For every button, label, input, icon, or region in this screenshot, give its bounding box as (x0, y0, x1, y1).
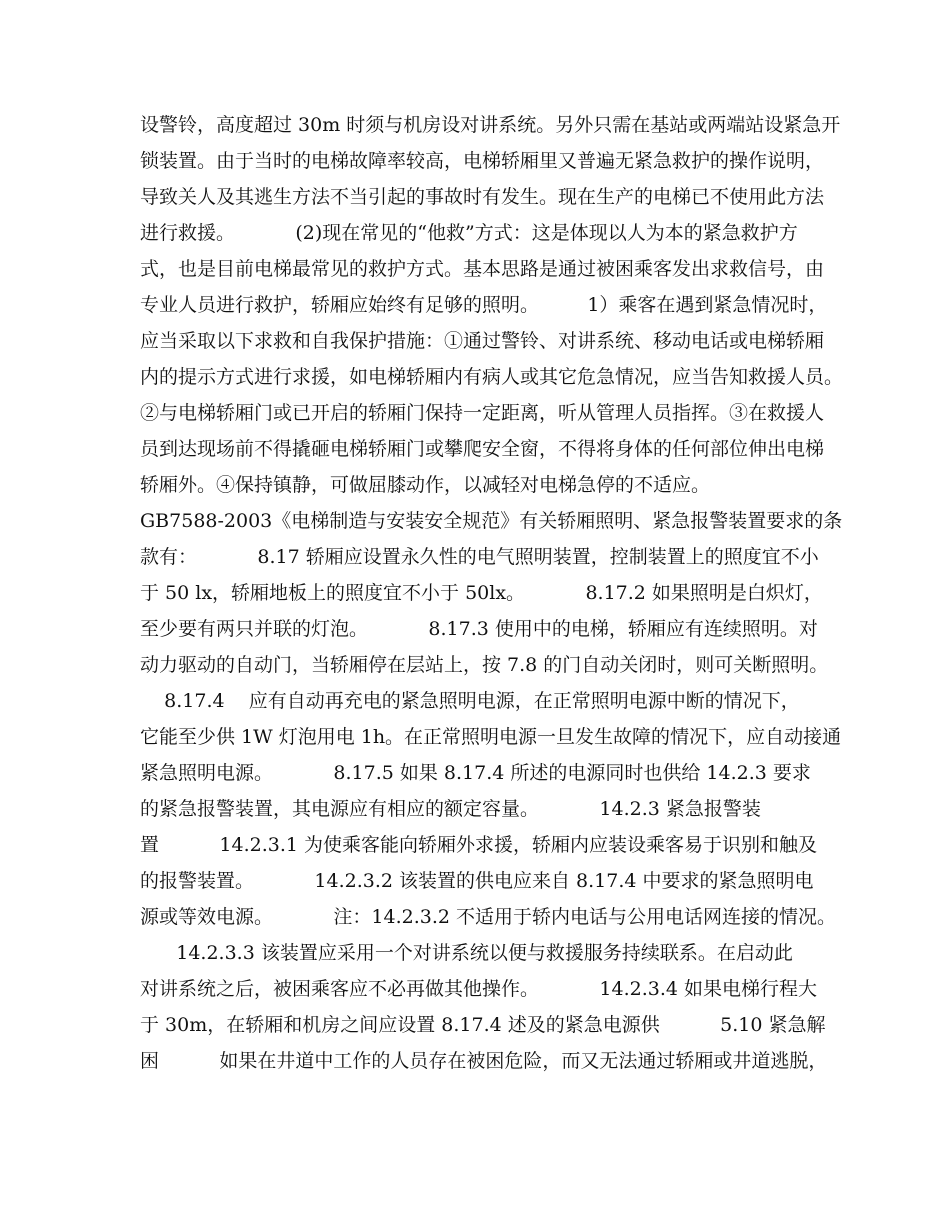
text-line: 式，也是目前电梯最常见的救护方式。基本思路是通过被困乘客发出求救信号，由 (140, 258, 825, 280)
text-line: ②与电梯轿厢门或已开启的轿厢门保持一定距离，听从管理人员指挥。③在救援人 (140, 402, 825, 424)
text-line: 的紧急报警装置，其电源应有相应的额定容量。 14.2.3 紧急报警装 (140, 798, 761, 820)
text-line: 锁装置。由于当时的电梯故障率较高，电梯轿厢里又普遍无紧急救护的操作说明， (140, 150, 825, 172)
text-line: 的报警装置。 14.2.3.2 该装置的供电应来自 8.17.4 中要求的紧急照明电 (140, 870, 814, 892)
text-line: 它能至少供 1W 灯泡用电 1h。在正常照明电源一旦发生故障的情况下，应自动接通 (140, 726, 842, 748)
text-line: 专业人员进行救护，轿厢应始终有足够的照明。 1）乘客在遇到紧急情况时， (140, 294, 828, 316)
text-line: 轿厢外。④保持镇静，可做屈膝动作，以减轻对电梯急停的不适应。 (140, 474, 711, 496)
text-line: 应当采取以下求救和自我保护措施：①通过警铃、对讲系统、移动电话或电梯轿厢 (140, 330, 825, 352)
text-line: 于 50 lx，轿厢地板上的照度宜不小于 50lx。 8.17.2 如果照明是白炽灯， (140, 582, 823, 604)
text-line: 动力驱动的自动门，当轿厢停在层站上，按 7.8 的门自动关闭时，则可关断照明。 (140, 654, 829, 676)
text-line: 员到达现场前不得撬砸电梯轿厢门或攀爬安全窗，不得将身体的任何部位伸出电梯 (140, 438, 825, 460)
text-line: 内的提示方式进行求援，如电梯轿厢内有病人或其它危急情况，应当告知救援人员。 (140, 366, 844, 388)
text-line: 设警铃，高度超过 30m 时须与机房设对讲系统。另外只需在基站或两端站设紧急开 (140, 114, 841, 136)
text-line: 紧急照明电源。 8.17.5 如果 8.17.4 所述的电源同时也供给 14.2.3 要求 (140, 762, 811, 784)
text-line: 14.2.3.3 该装置应采用一个对讲系统以便与救援服务持续联系。在启动此 (140, 942, 793, 964)
text-line: GB7588-2003《电梯制造与安装安全规范》有关轿厢照明、紧急报警装置要求的条 (140, 510, 843, 532)
text-line: 进行救援。 (2)现在常见的“他救”方式：这是体现以人为本的紧急救护方 (140, 222, 798, 244)
text-line: 困 如果在井道中工作的人员存在被困危险，而又无法通过轿厢或井道逃脱， (140, 1050, 828, 1072)
text-line: 置 14.2.3.1 为使乘客能向轿厢外求援，轿厢内应装设乘客易于识别和触及 (140, 834, 817, 856)
text-line: 对讲系统之后，被困乘客应不必再做其他操作。 14.2.3.4 如果电梯行程大 (140, 978, 817, 1000)
text-line: 款有： 8.17 轿厢应设置永久性的电气照明装置，控制装置上的照度宜不小 (140, 546, 819, 568)
text-line: 8.17.4 应有自动再充电的紧急照明电源，在正常照明电源中断的情况下， (140, 690, 800, 712)
text-line: 源或等效电源。 注：14.2.3.2 不适用于轿内电话与公用电话网连接的情况。 (140, 906, 836, 928)
text-line: 导致关人及其逃生方法不当引起的事故时有发生。现在生产的电梯已不使用此方法 (140, 186, 825, 208)
text-line: 于 30m，在轿厢和机房之间应设置 8.17.4 述及的紧急电源供 5.10 紧急解 (140, 1014, 826, 1036)
text-line: 至少要有两只并联的灯泡。 8.17.3 使用中的电梯，轿厢应有连续照明。对 (140, 618, 818, 640)
